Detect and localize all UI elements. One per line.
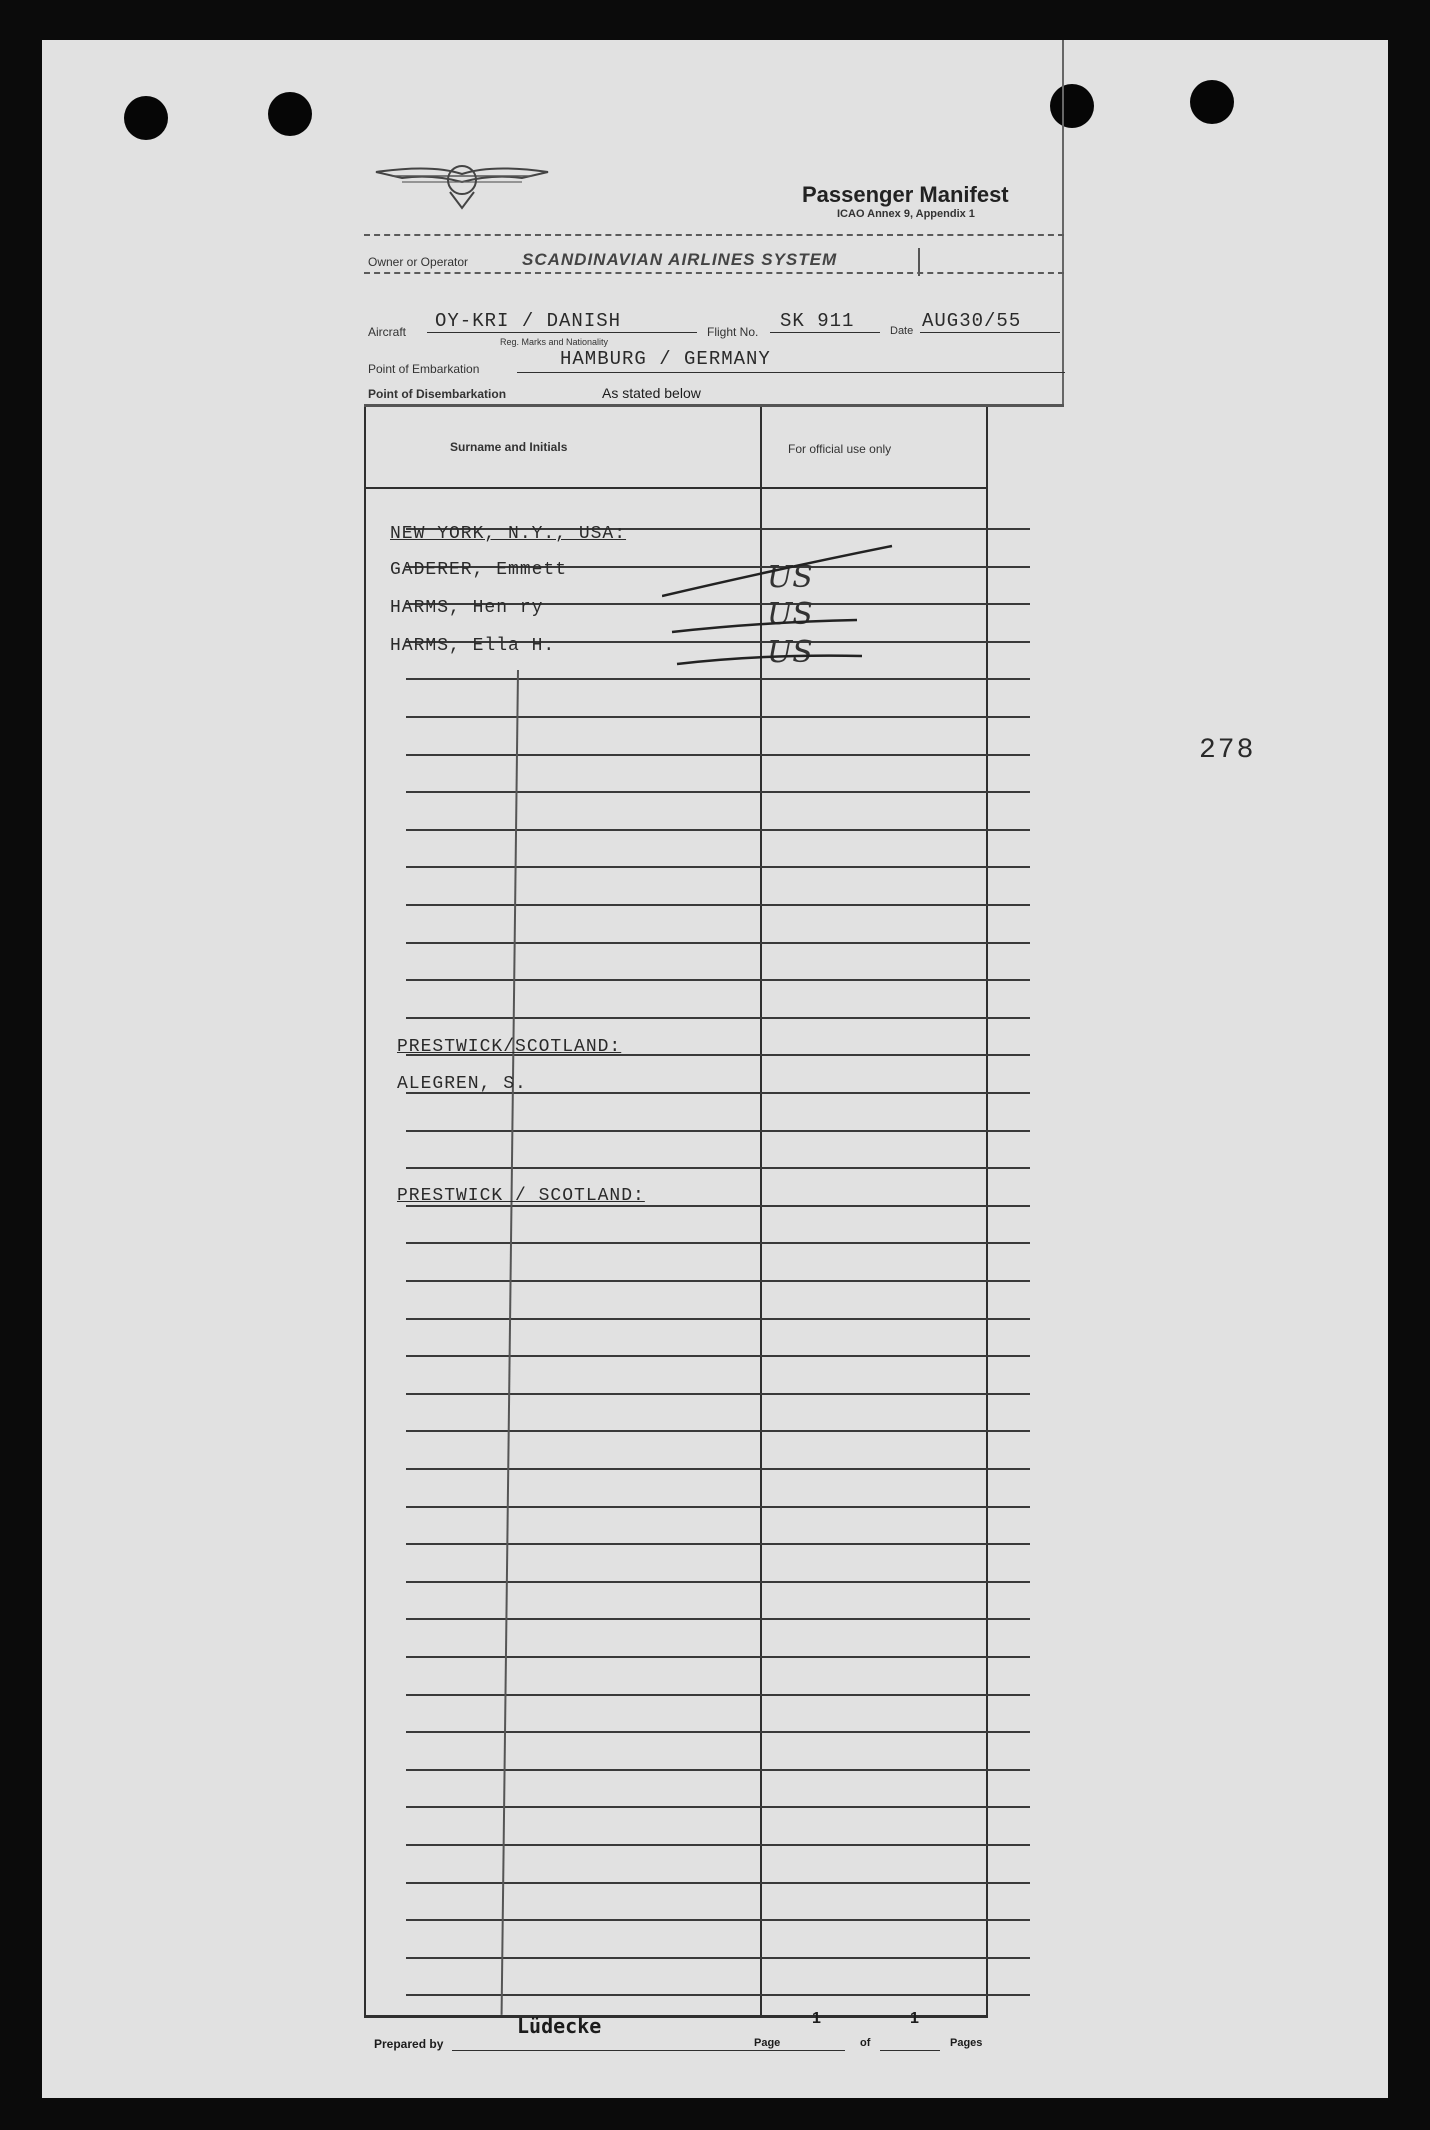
row-rule <box>406 1694 1030 1696</box>
header-row-rule <box>364 487 988 489</box>
official-mark: US <box>767 635 813 670</box>
row-rule <box>406 1318 1030 1320</box>
table-right-border <box>986 407 988 2015</box>
column-header-names: Surname and Initials <box>450 440 568 454</box>
row-rule <box>406 1506 1030 1508</box>
prepared-by-label: Prepared by <box>374 2037 444 2051</box>
page-value: 1 <box>812 2010 821 2027</box>
header-divider <box>364 234 1064 236</box>
row-rule <box>406 716 1030 718</box>
entry-name: PRESTWICK / SCOTLAND: <box>397 1186 645 1206</box>
row-rule <box>406 754 1030 756</box>
punch-hole <box>1050 84 1094 128</box>
embarkation-underline <box>517 372 1065 373</box>
table-left-border <box>364 407 366 2015</box>
side-page-number: 278 <box>1199 735 1256 766</box>
manifest-title: Passenger Manifest <box>802 182 1009 207</box>
row-rule <box>406 1844 1030 1846</box>
pages-value: 1 <box>910 2010 919 2027</box>
row-rule <box>406 1393 1030 1395</box>
row-rule <box>406 1581 1030 1583</box>
entry-name: PRESTWICK/SCOTLAND: <box>397 1037 622 1057</box>
row-rule <box>406 1994 1030 1996</box>
aircraft-underline <box>427 332 697 333</box>
row-rule <box>406 1882 1030 1884</box>
prepared-by-line <box>452 2050 797 2051</box>
entry-name: HARMS, Ella H. <box>390 636 556 656</box>
prepared-by-value: Lüdecke <box>517 2014 602 2038</box>
owner-label: Owner or Operator <box>368 255 469 269</box>
page-line <box>790 2050 845 2051</box>
row-rule <box>406 1656 1030 1658</box>
row-rule <box>406 1167 1030 1169</box>
punch-hole <box>1190 80 1234 124</box>
row-rule <box>406 829 1030 831</box>
airline-logo <box>372 152 552 212</box>
date-label: Date <box>890 325 914 337</box>
row-rule <box>406 1731 1030 1733</box>
disembarkation-value: As stated below <box>602 385 701 401</box>
entry-name: ALEGREN, S. <box>397 1074 527 1094</box>
aircraft-sublabel: Reg. Marks and Nationality <box>500 337 609 347</box>
disembarkation-label: Point of Disembarkation <box>368 387 507 401</box>
header-right-border <box>1062 40 1064 405</box>
row-rule <box>406 1618 1030 1620</box>
embarkation-value: HAMBURG / GERMANY <box>560 348 771 370</box>
row-rule <box>406 1430 1030 1432</box>
entry-name: HARMS, Hen ry <box>390 598 544 618</box>
row-rule <box>406 1957 1030 1959</box>
row-rule <box>406 791 1030 793</box>
entry-name: NEW YORK, N.Y., USA: <box>390 524 627 544</box>
page-label: Page <box>754 2037 781 2049</box>
pencil-mark <box>501 670 519 2015</box>
row-rule <box>406 979 1030 981</box>
row-rule <box>406 1468 1030 1470</box>
aircraft-label: Aircraft <box>368 325 407 339</box>
row-rule <box>406 1355 1030 1357</box>
owner-value: SCANDINAVIAN AIRLINES SYSTEM <box>522 250 838 269</box>
row-rule <box>406 942 1030 944</box>
flight-underline <box>770 332 880 333</box>
table-bottom-rule <box>364 2015 988 2018</box>
row-rule <box>406 866 1030 868</box>
manifest-sheet <box>42 40 1388 2098</box>
punch-hole <box>268 92 312 136</box>
aircraft-value: OY-KRI / DANISH <box>435 310 622 332</box>
flight-value: SK 911 <box>780 310 855 332</box>
row-rule <box>406 1280 1030 1282</box>
table-top-rule <box>364 404 1064 407</box>
pages-line <box>880 2050 940 2051</box>
row-rule <box>406 1769 1030 1771</box>
of-label: of <box>860 2037 871 2049</box>
column-header-official: For official use only <box>788 442 892 456</box>
manifest-subtitle: ICAO Annex 9, Appendix 1 <box>837 208 975 220</box>
row-rule <box>406 1806 1030 1808</box>
date-underline <box>920 332 1060 333</box>
row-rule <box>406 1242 1030 1244</box>
date-value: AUG30/55 <box>922 310 1022 332</box>
embarkation-label: Point of Embarkation <box>368 362 480 376</box>
punch-hole <box>124 96 168 140</box>
owner-rule <box>364 272 1064 274</box>
row-rule <box>406 1919 1030 1921</box>
handwritten-strokes <box>662 538 912 678</box>
entry-name: GADERER, Emmett <box>390 560 568 580</box>
pages-label: Pages <box>950 2037 983 2049</box>
row-rule <box>406 678 1030 680</box>
row-rule <box>406 1543 1030 1545</box>
row-rule <box>406 904 1030 906</box>
flight-label: Flight No. <box>707 325 759 339</box>
row-rule <box>406 1017 1030 1019</box>
row-rule <box>406 1130 1030 1132</box>
official-mark: US <box>767 597 813 632</box>
official-mark: US <box>767 560 813 595</box>
